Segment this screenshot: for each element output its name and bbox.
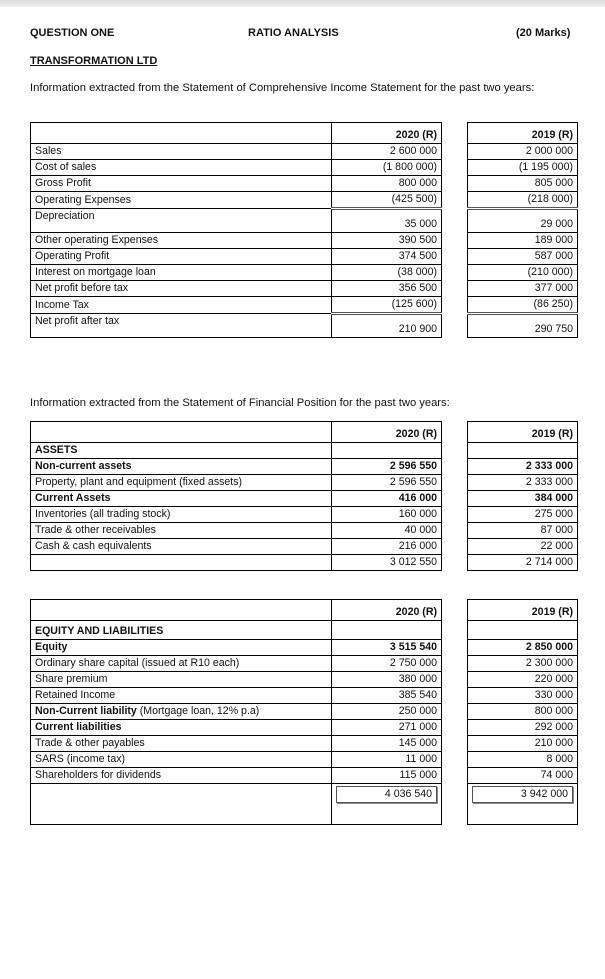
total-2019: 2 714 000 [468, 555, 578, 571]
table-row: Operating Profit 374 500 587 000 [31, 249, 578, 265]
total-2020: 3 012 550 [332, 555, 442, 571]
table-row: Non-Current liability (Mortgage loan, 12% p.a) 250 000 800 000 [31, 704, 578, 720]
table-row: Cost of sales (1 800 000) (1 195 000) [31, 160, 578, 176]
table-row: Inventories (all trading stock) 160 000 275 000 [31, 507, 578, 523]
header-2019: 2019 (R) [468, 123, 578, 144]
table-row: Other operating Expenses 390 500 189 000 [31, 233, 578, 249]
table-row: Interest on mortgage loan (38 000) (210 000) [31, 265, 578, 281]
table-row: Cash & cash equivalents 216 000 22 000 [31, 539, 578, 555]
table-row: Income Tax (125 600) (86 250) [31, 297, 578, 314]
total-row [31, 555, 578, 571]
table-row: Property, plant and equipment (fixed assets) 2 596 550 2 333 000 [31, 475, 578, 491]
company-name: TRANSFORMATION LTD [30, 55, 158, 67]
total-row [31, 784, 578, 825]
question-marks: (20 Marks) [516, 27, 571, 39]
table-row: ASSETS [31, 443, 578, 459]
header-label [31, 123, 332, 144]
table-row: Trade & other payables 145 000 210 000 [31, 736, 578, 752]
table-row: Net profit after tax 210 900 290 750 [31, 314, 578, 338]
question-topic: RATIO ANALYSIS [248, 27, 339, 39]
financial-position-intro: Information extracted from the Statement of Financial Position for the past two years: [30, 397, 450, 409]
total-2020: 4 036 540 [332, 784, 442, 825]
table-row: Shareholders for dividends 115 000 74 000 [31, 768, 578, 784]
header-2019: 2019 (R) [468, 600, 578, 621]
table-row: Retained Income 385 540 330 000 [31, 688, 578, 704]
table-header-row [31, 422, 578, 443]
table-row: Operating Expenses (425 500) (218 000) [31, 192, 578, 209]
top-bar [0, 0, 605, 7]
question-number: QUESTION ONE [30, 27, 115, 39]
table-row: Depreciation 35 000 29 000 [31, 209, 578, 233]
header-2020: 2020 (R) [332, 600, 442, 621]
table-row: Net profit before tax 356 500 377 000 [31, 281, 578, 297]
table-header-row [31, 600, 578, 621]
table-row: SARS (income tax) 11 000 8 000 [31, 752, 578, 768]
header-2020: 2020 (R) [332, 422, 442, 443]
table-row: Gross Profit 800 000 805 000 [31, 176, 578, 192]
table-row: Equity 3 515 540 2 850 000 [31, 640, 578, 656]
income-statement-table [30, 122, 578, 338]
table-row: Current Assets 416 000 384 000 [31, 491, 578, 507]
income-statement-intro: Information extracted from the Statement of Comprehensive Income Statement for the past two years: [30, 82, 535, 94]
assets-table [30, 421, 578, 571]
total-2019: 3 942 000 [468, 784, 578, 825]
header-2020: 2020 (R) [332, 123, 442, 144]
table-header-row [31, 123, 578, 144]
header-2019: 2019 (R) [468, 422, 578, 443]
table-row: Sales 2 600 000 2 000 000 [31, 144, 578, 160]
table-row: EQUITY AND LIABILITIES [31, 621, 578, 640]
table-row: Non-current assets 2 596 550 2 333 000 [31, 459, 578, 475]
equity-liabilities-table [30, 599, 578, 825]
table-row: Share premium 380 000 220 000 [31, 672, 578, 688]
table-row: Ordinary share capital (issued at R10 each) 2 750 000 2 300 000 [31, 656, 578, 672]
table-row: Trade & other receivables 40 000 87 000 [31, 523, 578, 539]
table-row: Current liabilities 271 000 292 000 [31, 720, 578, 736]
